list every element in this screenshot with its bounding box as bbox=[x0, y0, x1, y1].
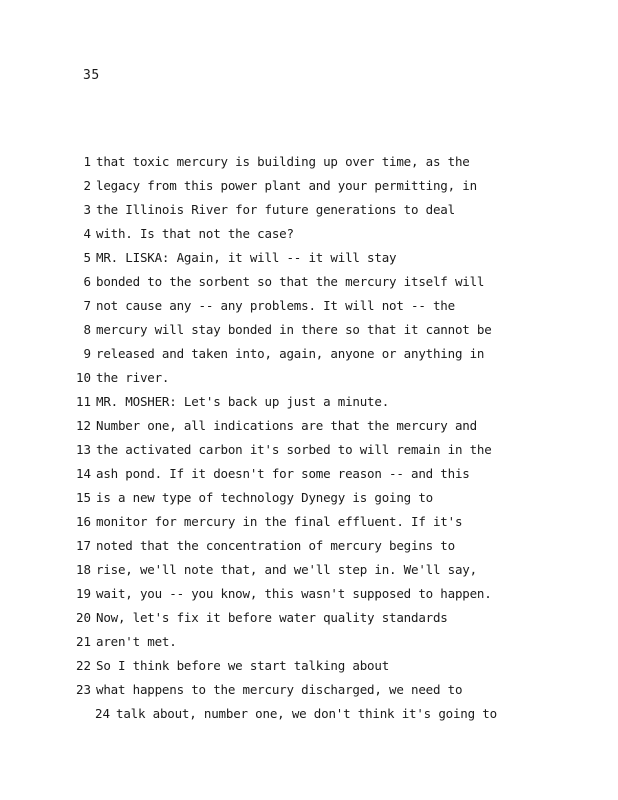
line-number: 21 bbox=[75, 634, 91, 649]
transcript-line bbox=[0, 534, 618, 558]
line-text: the river. bbox=[96, 370, 170, 385]
line-number: 19 bbox=[75, 586, 91, 601]
transcript-line bbox=[0, 294, 618, 318]
transcript-line bbox=[0, 438, 618, 462]
transcript-line bbox=[0, 414, 618, 438]
transcript-line bbox=[0, 654, 618, 678]
line-number: 18 bbox=[75, 562, 91, 577]
line-text: with. Is that not the case? bbox=[96, 226, 294, 241]
line-number: 13 bbox=[75, 442, 91, 457]
transcript-line bbox=[0, 318, 618, 342]
line-text: the activated carbon it's sorbed to will remain in the bbox=[96, 442, 492, 457]
transcript-line bbox=[0, 174, 618, 198]
line-number: 14 bbox=[75, 466, 91, 481]
line-number: 9 bbox=[83, 346, 91, 361]
line-number: 1 bbox=[83, 154, 91, 169]
transcript-line bbox=[0, 606, 618, 630]
transcript-line bbox=[0, 702, 618, 726]
line-number: 12 bbox=[75, 418, 91, 433]
transcript-line bbox=[0, 270, 618, 294]
line-number: 4 bbox=[83, 226, 91, 241]
line-number: 22 bbox=[75, 658, 91, 673]
line-number: 16 bbox=[75, 514, 91, 529]
transcript-line bbox=[0, 510, 618, 534]
line-number: 15 bbox=[75, 490, 91, 505]
line-number: 20 bbox=[75, 610, 91, 625]
line-text: legacy from this power plant and your permitting, in bbox=[96, 178, 477, 193]
line-number: 3 bbox=[83, 202, 91, 217]
line-text: not cause any -- any problems. It will not -- the bbox=[96, 298, 455, 313]
line-text: is a new type of technology Dynegy is going to bbox=[96, 490, 433, 505]
line-text: wait, you -- you know, this wasn't supposed to happen. bbox=[96, 586, 492, 601]
line-text: talk about, number one, we don't think it's going to bbox=[116, 706, 497, 721]
line-text: mercury will stay bonded in there so that it cannot be bbox=[96, 322, 492, 337]
line-text: Now, let's fix it before water quality standards bbox=[96, 610, 448, 625]
line-number: 5 bbox=[83, 250, 91, 265]
line-text: the Illinois River for future generations to deal bbox=[96, 202, 455, 217]
transcript-line bbox=[0, 366, 618, 390]
transcript-line bbox=[0, 150, 618, 174]
line-number: 7 bbox=[83, 298, 91, 313]
line-text: that toxic mercury is building up over time, as the bbox=[96, 154, 470, 169]
line-text: So I think before we start talking about bbox=[96, 658, 390, 673]
line-number: 8 bbox=[83, 322, 91, 337]
line-text: rise, we'll note that, and we'll step in. We'll say, bbox=[96, 562, 477, 577]
line-text: ash pond. If it doesn't for some reason -- and this bbox=[96, 466, 470, 481]
transcript-line bbox=[0, 246, 618, 270]
line-number: 24 bbox=[94, 706, 110, 721]
transcript-line bbox=[0, 678, 618, 702]
page-number: 35 bbox=[83, 68, 100, 83]
line-number: 11 bbox=[75, 394, 91, 409]
transcript-line bbox=[0, 390, 618, 414]
line-text: noted that the concentration of mercury begins to bbox=[96, 538, 455, 553]
line-number: 23 bbox=[75, 682, 91, 697]
transcript-line bbox=[0, 630, 618, 654]
line-text: monitor for mercury in the final effluent. If it's bbox=[96, 514, 463, 529]
line-number: 2 bbox=[83, 178, 91, 193]
line-text: bonded to the sorbent so that the mercury itself will bbox=[96, 274, 485, 289]
line-text: released and taken into, again, anyone or anything in bbox=[96, 346, 485, 361]
line-text: MR. MOSHER: Let's back up just a minute. bbox=[96, 394, 390, 409]
line-number: 10 bbox=[75, 370, 91, 385]
transcript-line bbox=[0, 198, 618, 222]
line-text: Number one, all indications are that the mercury and bbox=[96, 418, 477, 433]
transcript-line bbox=[0, 582, 618, 606]
transcript-line bbox=[0, 462, 618, 486]
line-text: MR. LISKA: Again, it will -- it will stay bbox=[96, 250, 397, 265]
transcript-line bbox=[0, 222, 618, 246]
line-text: what happens to the mercury discharged, we need to bbox=[96, 682, 463, 697]
line-number: 17 bbox=[75, 538, 91, 553]
transcript-line bbox=[0, 342, 618, 366]
line-text: aren't met. bbox=[96, 634, 177, 649]
transcript-line bbox=[0, 486, 618, 510]
line-number: 6 bbox=[83, 274, 91, 289]
transcript-line bbox=[0, 558, 618, 582]
